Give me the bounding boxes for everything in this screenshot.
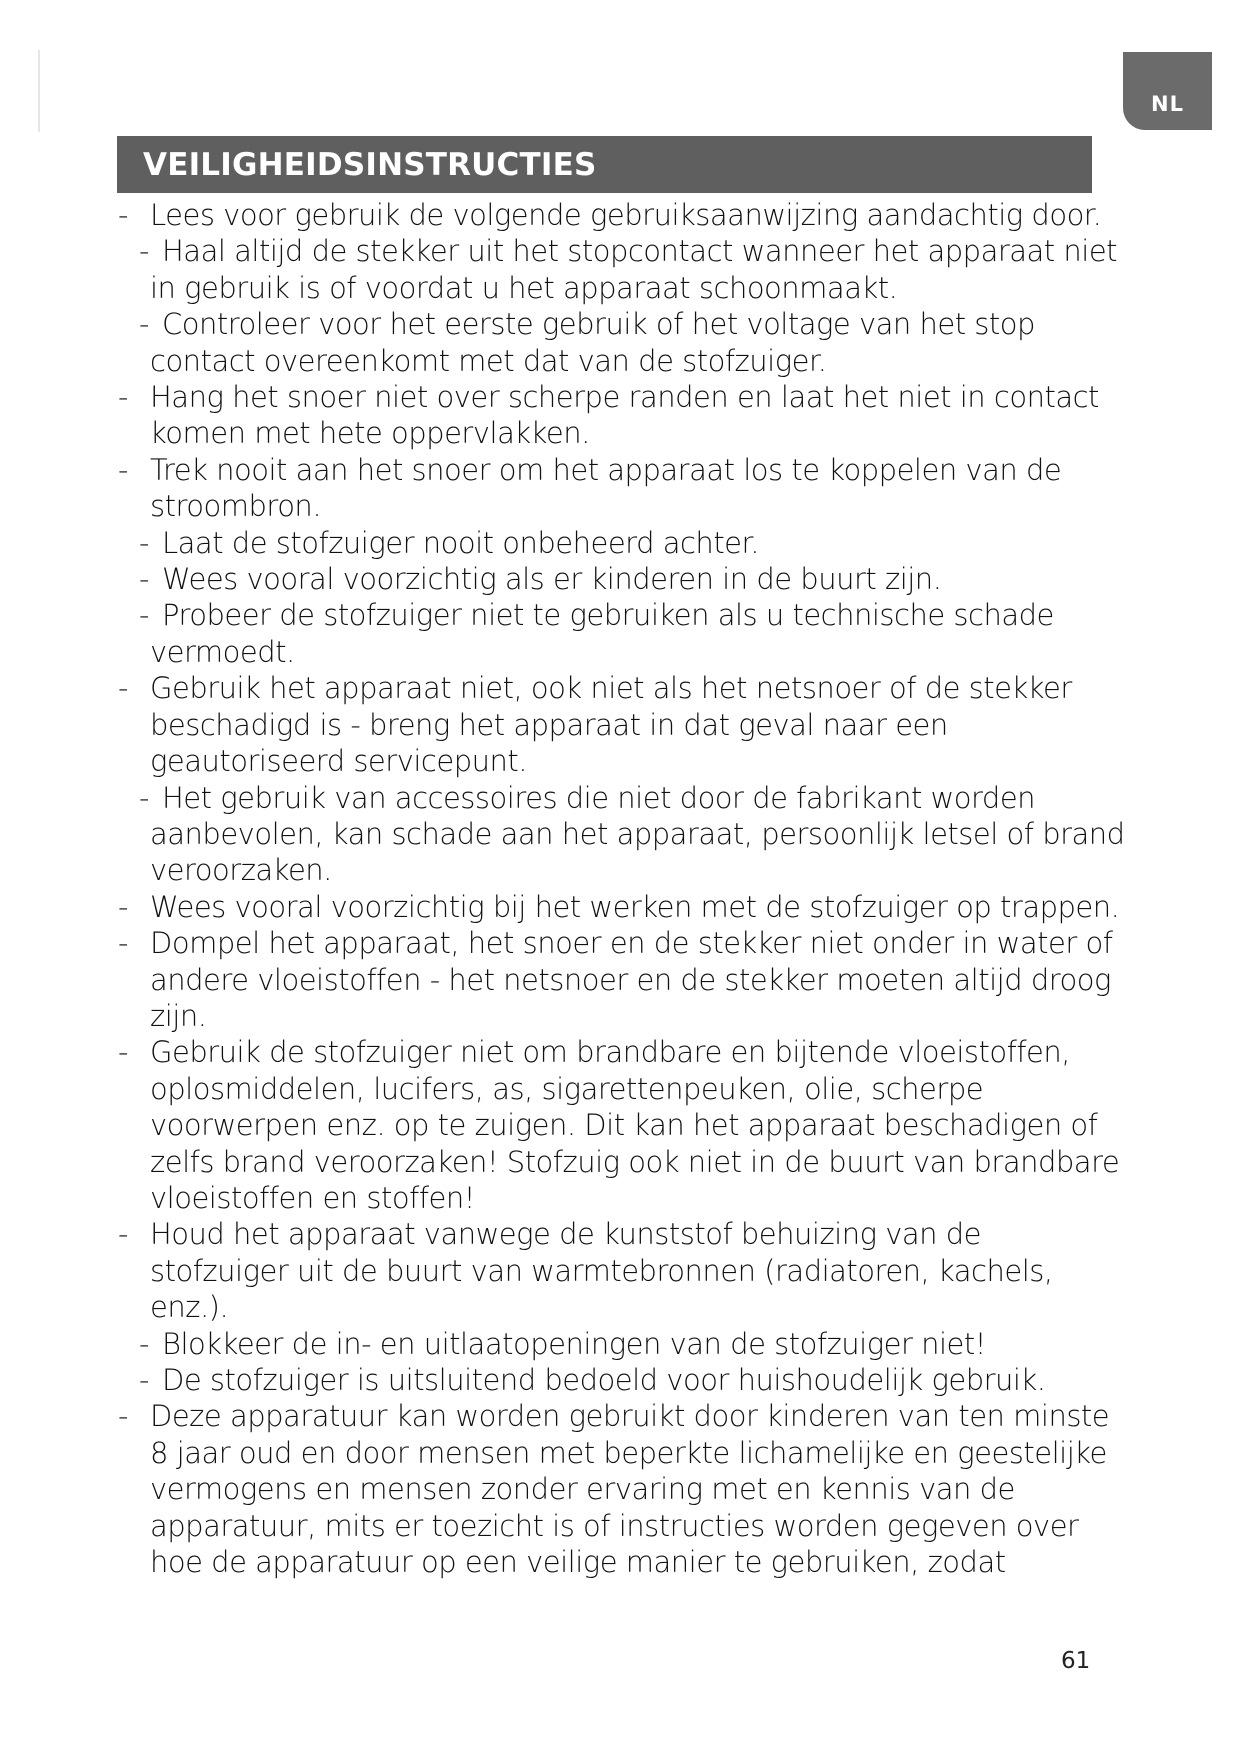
instruction-text: Blokkeer de in- en uitlaatopeningen van de stofzuiger niet! xyxy=(162,1326,986,1361)
section-title-bar xyxy=(117,136,1092,193)
instruction-item xyxy=(116,561,1126,597)
instruction-item xyxy=(116,1326,1126,1362)
instruction-text: Gebruik het apparaat niet, ook niet als het netsnoer of de stekker beschadigd is - breng het apparaat in dat geval naar een geautoriseerd servicepunt. xyxy=(150,671,1072,779)
instruction-item xyxy=(116,597,1126,670)
instruction-text: De stofzuiger is uitsluitend bedoeld voor huishoudelijk gebruik. xyxy=(162,1363,1046,1397)
margin-rule xyxy=(38,50,40,132)
bullet-dash: - xyxy=(139,598,149,633)
instruction-item xyxy=(116,670,1126,779)
bullet-dash: - xyxy=(118,671,128,706)
instruction-text: Lees voor gebruik de volgende gebruiksaanwijzing aandachtig door. xyxy=(150,198,1102,232)
bullet-dash: - xyxy=(139,525,149,560)
bullet-dash: - xyxy=(139,234,149,269)
instruction-text: Het gebruik van accessoires die niet door de fabrikant worden aanbevolen, kan schade aan het apparaat, persoonlijk letsel of brand veroorzaken. xyxy=(150,780,1125,888)
bullet-dash: - xyxy=(118,889,128,924)
safety-instructions-list xyxy=(116,197,1126,1580)
instruction-item xyxy=(116,1216,1126,1325)
bullet-dash: - xyxy=(118,1399,128,1434)
instruction-item xyxy=(116,452,1126,525)
bullet-dash: - xyxy=(118,452,128,487)
instruction-item xyxy=(116,1398,1126,1580)
instruction-item xyxy=(116,889,1126,925)
language-tab xyxy=(1123,52,1212,130)
instruction-text: Trek nooit aan het snoer om het apparaat los te koppelen van de stroombron. xyxy=(150,452,1062,524)
instruction-item xyxy=(116,1034,1126,1216)
bullet-dash: - xyxy=(118,380,128,415)
instruction-text: Houd het apparaat vanwege de kunststof behuizing van de stofzuiger uit de buurt van warmtebronnen (radiatoren, kachels, enz.). xyxy=(150,1217,1053,1325)
instruction-item xyxy=(116,197,1126,233)
bullet-dash: - xyxy=(118,1035,128,1070)
instruction-item xyxy=(116,780,1126,889)
instruction-item xyxy=(116,525,1126,561)
instruction-item xyxy=(116,306,1126,379)
bullet-dash: - xyxy=(139,562,149,597)
instruction-text: Probeer de stofzuiger niet te gebruiken als u technische schade vermoedt. xyxy=(150,598,1054,669)
instruction-item xyxy=(116,1362,1126,1398)
bullet-dash: - xyxy=(139,1326,149,1361)
bullet-dash: - xyxy=(139,1363,149,1397)
instruction-text: Dompel het apparaat, het snoer en de stekker niet onder in water of andere vloeistoffen - het netsnoer en de stekker moeten altijd droog zijn. xyxy=(150,926,1113,1033)
instruction-text: Controleer voor het eerste gebruik of het voltage van het stop contact overeenkomt met dat van de stofzuiger. xyxy=(150,307,1035,378)
instruction-text: Haal altijd de stekker uit het stopcontact wanneer het apparaat niet in gebruik is of voordat u het apparaat schoonmaakt. xyxy=(150,234,1118,305)
instruction-text: Wees vooral voorzichtig als er kinderen in de buurt zijn. xyxy=(162,562,942,597)
instruction-text: Wees vooral voorzichtig bij het werken met de stofzuiger op trappen. xyxy=(150,889,1120,924)
instruction-item xyxy=(116,379,1126,452)
bullet-dash: - xyxy=(139,780,149,815)
language-tab-label: NL xyxy=(1151,92,1184,116)
instruction-item xyxy=(116,233,1126,306)
instruction-text: Laat de stofzuiger nooit onbeheerd achter. xyxy=(162,525,760,560)
bullet-dash: - xyxy=(139,307,149,342)
instruction-text: Gebruik de stofzuiger niet om brandbare en bijtende vloeistoffen, oplosmiddelen, lucifers, as, sigarettenpeuken, olie, scherpe voorwerpen enz. op te zuigen. Dit kan het apparaat beschadigen of zelfs brand veroorzaken! Stofzuig ook niet in de buurt van brandbare vloeistoffen en stoffen! xyxy=(150,1035,1120,1215)
page-number: 61 xyxy=(1061,1648,1091,1674)
bullet-dash: - xyxy=(118,926,128,961)
instruction-text: Hang het snoer niet over scherpe randen en laat het niet in contact komen met hete oppervlakken. xyxy=(150,380,1099,451)
instruction-text: Deze apparatuur kan worden gebruikt door kinderen van ten minste 8 jaar oud en door mensen met beperkte lichamelijke en geestelijke vermogens en mensen zonder ervaring met en kennis van de apparatuur, mits er toezicht is of instructies worden gegeven over hoe de apparatuur op een veilige manier te gebruiken, zodat xyxy=(150,1399,1110,1580)
section-title: VEILIGHEIDSINSTRUCTIES xyxy=(143,146,597,183)
instruction-item xyxy=(116,925,1126,1034)
bullet-dash: - xyxy=(118,198,128,232)
bullet-dash: - xyxy=(118,1217,128,1252)
